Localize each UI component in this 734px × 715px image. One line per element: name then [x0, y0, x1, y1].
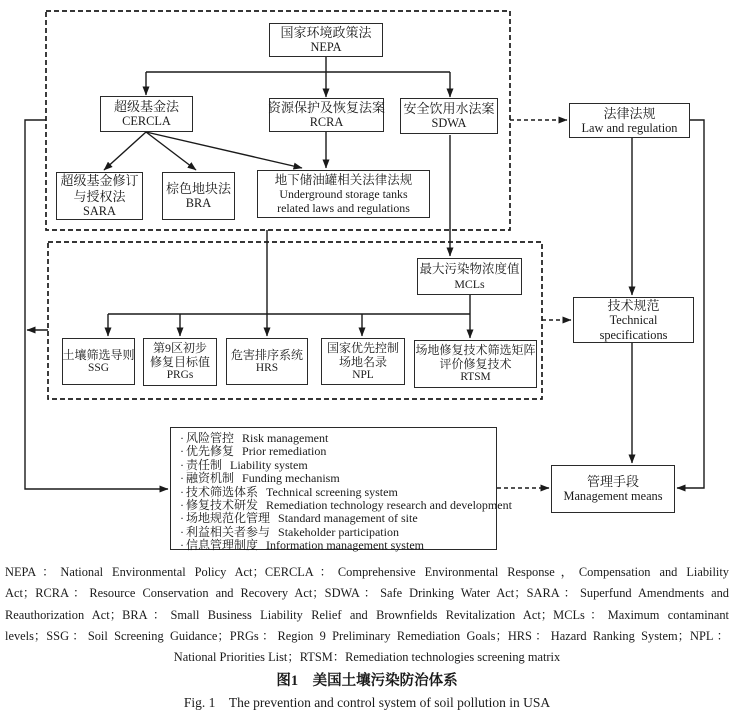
legend-line: Act；RCRA：Resource Conservation and Recovery Act；SDWA：Safe Drinking Water Act；SARA：Superfund Amendments and — [5, 586, 729, 601]
measure-item: · 技术筛选体系 Technical screening system — [180, 484, 398, 499]
measure-item: · 修复技术研发 Remediation technology research and development — [180, 498, 512, 513]
measure-item: · 利益相关者参与 Stakeholder participation — [180, 524, 399, 539]
dashed-arrows — [497, 120, 571, 488]
node-sdwa: 安全饮用水法案 SDWA — [400, 98, 498, 134]
management-measures-panel — [170, 427, 512, 553]
node-rcra: 资源保护及恢复法案 RCRA — [269, 98, 384, 132]
node-management-means: 管理手段 Management means — [551, 465, 675, 513]
node-law-and-regulation: 法律法规 Law and regulation — [569, 103, 690, 138]
node-ssg: 土壤筛选导则 SSG — [62, 338, 135, 385]
legend-line: levels；SSG：Soil Screening Guidance；PRGs：Region 9 Preliminary Remediation Goals；HRS：Hazard Ranking System；NPL： — [5, 628, 729, 643]
node-sara: 超级基金修订 与授权法 SARA — [56, 172, 143, 220]
measure-item: · 风险管控 Risk management — [180, 431, 329, 445]
measure-item: · 优先修复 Prior remediation — [180, 444, 327, 459]
node-nepa: 国家环境政策法 NEPA — [269, 23, 383, 57]
node-mcls: 最大污染物浓度值 MCLs — [417, 258, 522, 295]
caption-zh: 图1 美国土壤污染防治体系 — [276, 673, 458, 689]
measure-item: · 融资机制 Funding mechanism — [180, 471, 340, 486]
measure-item: · 信息管理制度 Information management system — [180, 538, 424, 553]
node-npl: 国家优先控制 场地名录 NPL — [321, 338, 405, 385]
abbreviation-legend — [5, 562, 729, 668]
node-prgs: 第9区初步 修复目标值 PRGs — [143, 338, 217, 386]
measure-item: · 场地规范化管理 Standard management of site — [180, 511, 418, 526]
node-underground-storage-tanks: 地下储油罐相关法律法规 Underground storage tanks related laws and regulations — [257, 170, 430, 218]
caption-en: Fig. 1 The prevention and control system of soil pollution in USA — [183, 695, 551, 710]
node-cercla: 超级基金法 CERCLA — [100, 96, 193, 132]
node-rtsm: 场地修复技术筛选矩阵 评价修复技术 RTSM — [414, 340, 537, 388]
legend-line: NEPA：National Environmental Policy Act；CERCLA：Comprehensive Environmental Response，Compensation and Liability — [5, 565, 729, 579]
measure-item: · 责任制 Liability system — [180, 457, 308, 472]
node-bra: 棕色地块法 BRA — [162, 172, 235, 220]
legend-line: National Priorities List；RTSM：Remediation technologies screening matrix — [173, 650, 561, 665]
node-technical-specifications: 技术规范 Technical specifications — [573, 297, 694, 343]
legend-line: Reauthorization Act；BRA：Small Business Liability Relief and Brownfields Revitalization Act；MCLs：Maximum contaminant — [5, 607, 729, 622]
node-hrs: 危害排序系统 HRS — [226, 338, 308, 385]
